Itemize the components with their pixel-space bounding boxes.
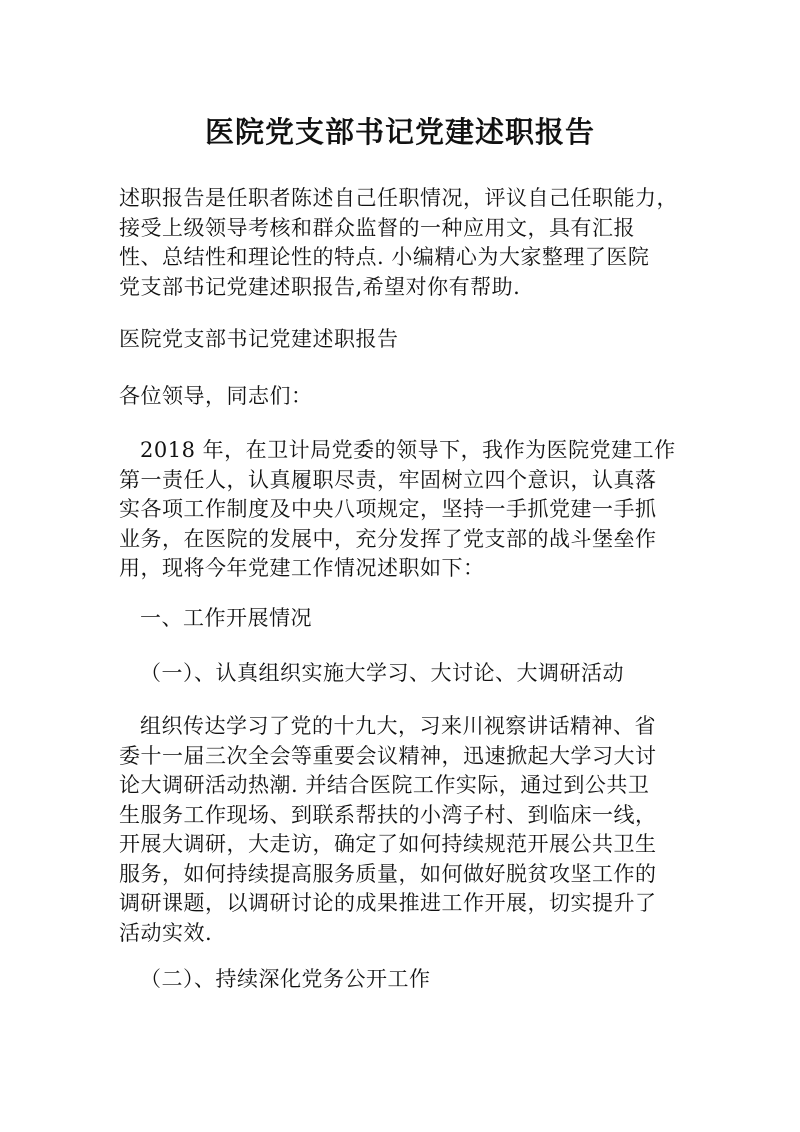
paragraph-line: 组织传达学习了党的十九大，习来川视察讲话精神、省 [140, 714, 656, 738]
intro-line: 党支部书记党建述职报告,希望对你有帮助. [119, 274, 521, 299]
paragraph-line: 生服务工作现场、到联系帮扶的小湾子村、到临床一线， [119, 802, 657, 827]
intro-line: 性、总结性和理论性的特点. 小编精心为大家整理了医院 [119, 245, 650, 269]
paragraph-line: 服务，如何持续提高服务质量，如何做好脱贫攻坚工作的 [119, 861, 657, 886]
salutation [119, 382, 679, 412]
section-heading-text: 一、工作开展情况 [140, 606, 312, 630]
paragraph-study [119, 712, 679, 948]
subsection-heading-text: （一）、认真组织实施大学习、大讨论、大调研活动 [140, 661, 624, 685]
subsection-heading-2 [119, 965, 679, 995]
paragraph-line: 论大调研活动热潮. 并结合医院工作实际，通过到公共卫 [119, 773, 650, 797]
paragraph-line: 用，现将今年党建工作情况述职如下： [119, 556, 485, 580]
paragraph-line: 开展大调研，大走访，确定了如何持续规范开展公共卫生 [119, 832, 657, 856]
intro-line: 述职报告是任职者陈述自己任职情况，评议自己任职能力， [119, 186, 678, 210]
intro-line: 接受上级领导考核和群众监督的一种应用文，具有汇报 [119, 215, 635, 240]
section-heading [119, 604, 679, 634]
paragraph-line: 调研课题，以调研讨论的成果推进工作开展，切实提升了 [119, 891, 657, 915]
subtitle-text: 医院党支部书记党建述职报告 [119, 327, 399, 351]
document-title: 医院党支部书记党建述职报告 [204, 115, 595, 149]
salutation-text: 各位领导，同志们： [119, 384, 313, 408]
intro-paragraph [119, 184, 679, 302]
paragraph-overview [119, 436, 679, 584]
report-subtitle [119, 325, 679, 355]
subsection-heading-1 [119, 659, 679, 689]
paragraph-line: 业务，在医院的发展中，充分发挥了党支部的战斗堡垒作 [119, 526, 657, 551]
paragraph-line: 委十一届三次全会等重要会议精神，迅速掀起大学习大讨 [119, 743, 657, 768]
subsection-heading-text: （二）、持续深化党务公开工作 [140, 967, 431, 991]
paragraph-line: 2018 年，在卫计局党委的领导下，我作为医院党建工作 [140, 438, 676, 462]
paragraph-line: 实各项工作制度及中央八项规定，坚持一手抓党建一手抓 [119, 497, 657, 521]
paragraph-line: 活动实效. [119, 920, 213, 945]
paragraph-line: 第一责任人，认真履职尽责，牢固树立四个意识，认真落 [119, 467, 657, 492]
